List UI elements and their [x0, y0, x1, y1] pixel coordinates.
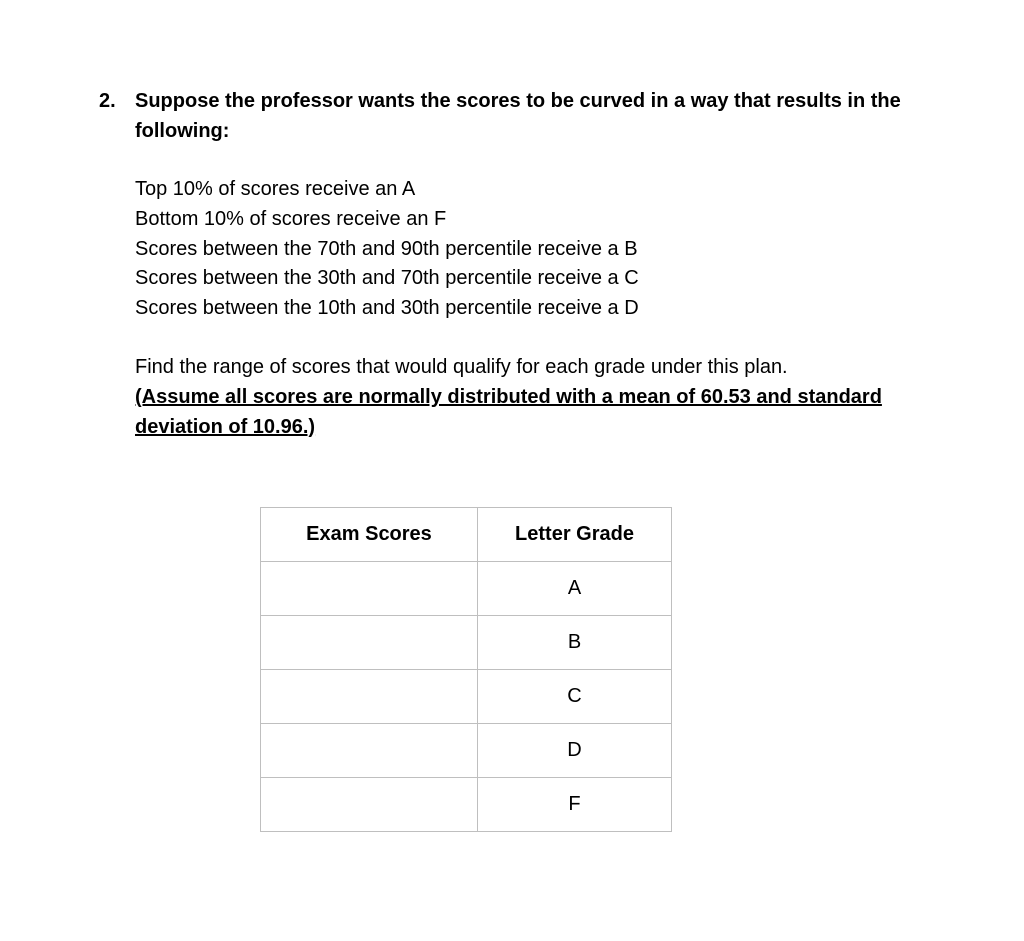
score-cell: [261, 670, 478, 724]
score-cell: [261, 616, 478, 670]
grade-cell: C: [478, 670, 672, 724]
table-row: [261, 724, 672, 778]
task-instruction: Find the range of scores that would qualify for each grade under this plan.: [135, 356, 788, 378]
criterion-d: Scores between the 10th and 30th percentile receive a D: [135, 297, 639, 320]
grade-table: [260, 507, 672, 832]
score-cell: [261, 562, 478, 616]
grade-cell: B: [478, 616, 672, 670]
header-letter-grade: Letter Grade: [478, 508, 672, 562]
task-assumption: (Assume all scores are normally distributed with a mean of 60.53 and standard deviation of 10.96.): [135, 385, 882, 438]
grade-cell: F: [478, 778, 672, 832]
table-row: [261, 562, 672, 616]
grade-cell: D: [478, 724, 672, 778]
criterion-a: Top 10% of scores receive an A: [135, 178, 416, 200]
question-block: [99, 86, 939, 146]
task-block: [135, 353, 935, 442]
header-exam-scores: Exam Scores: [261, 508, 478, 562]
grading-criteria: [135, 175, 639, 324]
table-row: [261, 670, 672, 724]
question-text: Suppose the professor wants the scores to be curved in a way that results in the following:: [135, 90, 901, 142]
criterion-c: Scores between the 30th and 70th percentile receive a C: [135, 267, 639, 290]
criterion-b: Scores between the 70th and 90th percentile receive a B: [135, 237, 638, 260]
grade-cell: A: [478, 562, 672, 616]
score-cell: [261, 778, 478, 832]
table-header-row: [261, 508, 672, 562]
question-heading: [99, 86, 939, 146]
score-cell: [261, 724, 478, 778]
criterion-f: Bottom 10% of scores receive an F: [135, 207, 447, 230]
table-row: [261, 616, 672, 670]
question-number: 2.: [99, 90, 116, 112]
table-row: [261, 778, 672, 832]
